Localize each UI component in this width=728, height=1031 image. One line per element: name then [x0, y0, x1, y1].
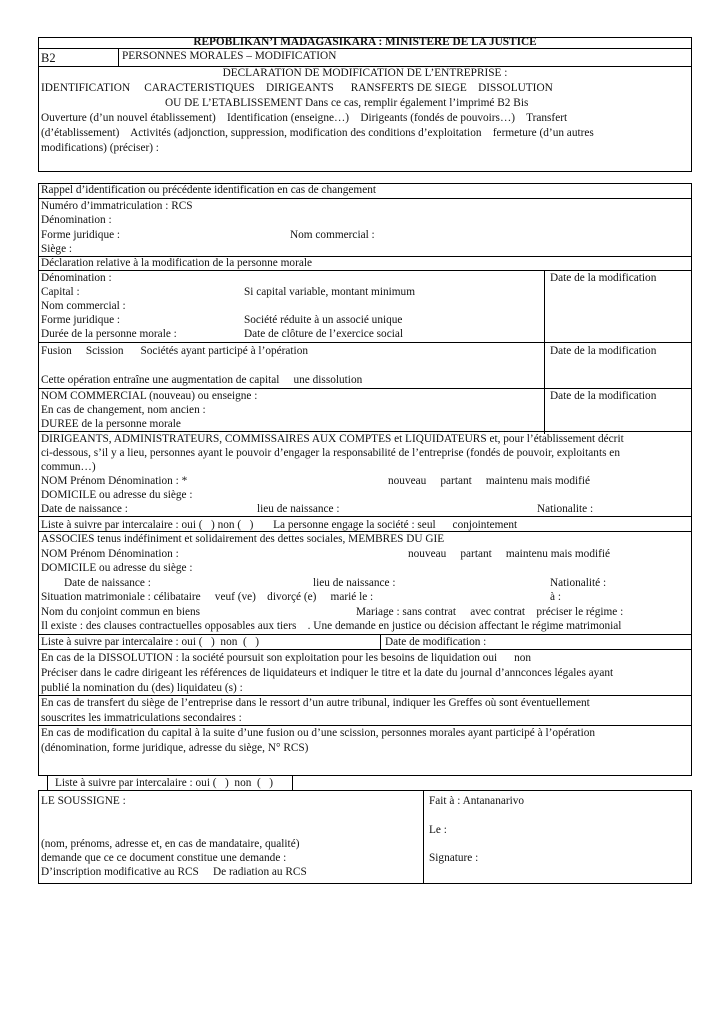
declaration-options-1: IDENTIFICATION CARACTERISTIQUES DIRIGEANTS RANSFERTS DE SIEGE DISSOLUTION [41, 82, 553, 94]
modif-forme: Forme juridique : [41, 314, 121, 326]
signature-vdivider [423, 790, 424, 884]
modif-denomination: Dénomination : [41, 272, 112, 284]
soussigne-label: LE SOUSSIGNE : [41, 795, 126, 807]
rappel-forme: Forme juridique : [41, 229, 121, 241]
associes-conjoint: Nom du conjoint commun en biens [41, 606, 201, 618]
dirigeants-status: nouveau partant maintenu mais modifié [388, 475, 591, 487]
nomcom-divider [38, 388, 692, 389]
rappel-numero: Numéro d’immatriculation : RCS [41, 200, 193, 212]
associes-status: nouveau partant maintenu mais modifié [408, 548, 611, 560]
modif-date-label: Date de la modification [550, 272, 657, 284]
nomcom-date-label: Date de la modification [550, 390, 657, 402]
fait-a: Fait à : Antananarivo [429, 795, 525, 807]
associes-line-1: ASSOCIES tenus indéfiniment et solidairement des dettes sociales, MEMBRES DU GIE [41, 533, 445, 545]
dirigeants-nationalite: Nationalite : [537, 503, 594, 515]
declaration-title: DECLARATION DE MODIFICATION DE L’ENTREPRISE : [222, 67, 508, 79]
fusion-line-2: Cette opération entraîne une augmentation de capital une dissolution [41, 374, 363, 386]
modif-cloture: Date de clôture de l’exercice social [244, 328, 404, 340]
transfert-divider [38, 695, 692, 696]
dirigeants-divider [38, 431, 692, 432]
associes-lieu: lieu de naissance : [313, 577, 396, 589]
transfert-line-1: En cas de transfert du siège de l’entreprise dans le ressort d’un autre tribunal, indiquer les Greffes où sont éventuellement [41, 697, 590, 709]
nomcom-line-1: NOM COMMERCIAL (nouveau) ou enseigne : [41, 390, 258, 402]
associes-mariage: Mariage : sans contrat avec contrat préciser le régime : [356, 606, 624, 618]
declaration-options-3: Ouverture (d’un nouvel établissement) Identification (enseigne…) Dirigeants (fondés de pouvoirs…) Transfert [41, 112, 568, 124]
form-code: B2 [41, 51, 56, 65]
modif-duree: Durée de la personne morale : [41, 328, 177, 340]
fusion-line-1: Fusion Scission Sociétés ayant participé à l’opération [41, 345, 308, 357]
dirigeants-line-1: DIRIGEANTS, ADMINISTRATEURS, COMMISSAIRES AUX COMPTES et LIQUIDATEURS et, pour l’établissement décrit [41, 433, 624, 445]
dirigeants-nom: NOM Prénom Dénomination : * [41, 475, 188, 487]
associes-date-label: Date de modification : [385, 636, 487, 648]
date-le: Le : [429, 824, 447, 836]
associes-divider [38, 531, 692, 532]
associes-nom: NOM Prénom Dénomination : [41, 548, 179, 560]
dirigeants-lieu: lieu de naissance : [257, 503, 340, 515]
modif-date-column-line [544, 270, 545, 434]
rappel-nom-commercial: Nom commercial : [290, 229, 375, 241]
dissolution-divider [38, 649, 692, 650]
dirigeants-line-3: commun…) [41, 461, 96, 473]
form-title: REPOBLIKAN’I MADAGASIKARA : MINISTERE DE LA JUSTICE [193, 36, 537, 48]
rappel-denomination: Dénomination : [41, 214, 112, 226]
rappel-divider [38, 198, 692, 199]
capital-mod-line-2: (dénomination, forme juridique, adresse du siège, N° RCS) [41, 742, 309, 754]
declaration-options-2: OU DE L’ETABLISSEMENT Dans ce cas, remplir également l’imprimé B2 Bis [165, 97, 529, 109]
dirigeants-liste: Liste à suivre par intercalaire : oui ( ) non ( ) La personne engage la société : seul conjointement [41, 519, 518, 531]
modif-nom-commercial: Nom commercial : [41, 300, 126, 312]
dirigeants-liste-divider [38, 516, 692, 517]
rappel-siege: Siège : [41, 243, 73, 255]
declaration-options-5: modifications) (préciser) : [41, 142, 159, 154]
soussigne-demande: demande que ce ce document constitue une demande : [41, 852, 287, 864]
soussigne-nom: (nom, prénoms, adresse et, en cas de mandataire, qualité) [41, 838, 300, 850]
capital-mod-divider [38, 725, 692, 726]
dissolution-line-1: En cas de la DISSOLUTION : la société poursuit son exploitation pour les besoins de liquidation oui non [41, 652, 532, 664]
fusion-date-label: Date de la modification [550, 345, 657, 357]
associes-domicile: DOMICILE ou adresse du siège : [41, 562, 193, 574]
dirigeants-line-2: ci-dessous, s’il y a lieu, personnes ayant le pouvoir d’engager la responsabilité de l’entreprise (fondés de pouvoir, exploitants en [41, 447, 620, 459]
associes-situation: Situation matrimoniale : célibataire veuf (ve) divorçé (e) marié le : [41, 591, 374, 603]
associes-nationalite: Nationalité : [550, 577, 607, 589]
modif-divider [38, 270, 692, 271]
dirigeants-naissance: Date de naissance : [41, 503, 128, 515]
nomcom-line-2: En cas de changement, nom ancien : [41, 404, 206, 416]
dissolution-line-2: Préciser dans le cadre dirigeant les références de liquidateurs et indiquer le titre et la date du journal d’annconces légales ayant [41, 667, 614, 679]
dissolution-line-3: publié la nomination du (des) liquidateu (s) : [41, 682, 243, 694]
rappel-title: Rappel d’identification ou précédente identification en cas de changement [41, 184, 377, 196]
capital-mod-liste: Liste à suivre par intercalaire : oui ( ) non ( ) [55, 777, 274, 789]
modif-capital-variable: Si capital variable, montant minimum [244, 286, 415, 298]
fusion-divider [38, 342, 692, 343]
modif-capital: Capital : [41, 286, 80, 298]
associes-a: à : [550, 591, 561, 603]
nomcom-line-3: DUREE de la personne morale [41, 418, 181, 430]
declaration-options-4: (d’établissement) Activités (adjonction, suppression, modification des conditions d’exploitation fermeture (d’un autres [41, 127, 594, 139]
associes-liste: Liste à suivre par intercalaire : oui ( ) non ( ) [41, 636, 260, 648]
declaration-relative: Déclaration relative à la modification de la personne morale [41, 257, 313, 269]
transfert-line-2: souscrites les immatriculations secondaires : [41, 712, 242, 724]
associes-date-vline [380, 634, 381, 649]
associes-liste-divider [38, 634, 692, 635]
capital-mod-line-1: En cas de modification du capital à la suite d’une fusion ou d’une scission, personnes morales ayant participé à l’opération [41, 727, 596, 739]
associes-clauses: Il existe : des clauses contractuelles opposables aux tiers . Une demande en justice ou décision affectant le régime matrimonial [41, 620, 622, 632]
modif-societe-reduite: Société réduite à un associé unique [244, 314, 403, 326]
header-vdivider [118, 48, 119, 66]
dirigeants-domicile: DOMICILE ou adresse du siège : [41, 489, 193, 501]
signature-label: Signature : [429, 852, 479, 864]
soussigne-inscription: D’inscription modificative au RCS De radiation au RCS [41, 866, 307, 878]
associes-naissance: Date de naissance : [64, 577, 151, 589]
form-category: PERSONNES MORALES – MODIFICATION [122, 50, 337, 62]
